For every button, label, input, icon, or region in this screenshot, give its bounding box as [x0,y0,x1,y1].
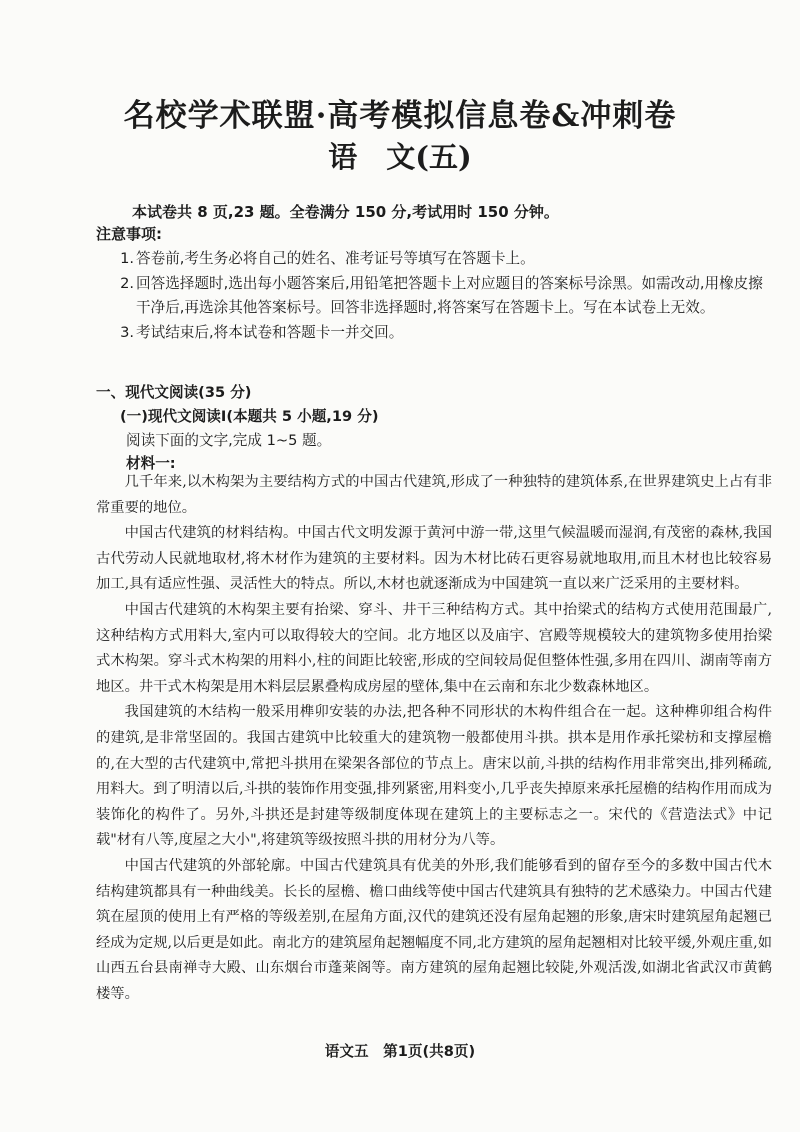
passage-paragraph: 我国建筑的木结构一般采用榫卯安装的办法,把各种不同形状的木构件组合在一起。这种榫卯组合构件的建筑,是非常坚固的。我国古建筑中比较重大的建筑物一般都使用斗拱。拱本是用作承托梁枋和支撑屋檐的,在大型的古代建筑中,常把斗拱用在梁架各部位的节点上。唐宋以前,斗拱的结构作用非常突出,排列稀疏,用料大。到了明清以后,斗拱的装饰作用变强,排列紧密,用料变小,几乎丧失掉原来承托屋檐的结构作用而成为装饰化的构件了。另外,斗拱还是封建等级制度体现在建筑上的主要标志之一。宋代的《营造法式》中记载"材有八等,度屋之大小",将建筑等级按照斗拱的用材分为八等。 [96,704,772,849]
material-label: 材料一: [126,455,176,472]
note-number: 2. [120,274,134,292]
note-item [96,272,776,321]
exam-summary: 本试卷共 8 页,23 题。全卷满分 150 分,考试用时 150 分钟。 [132,203,559,221]
note-number: 1. [120,250,134,267]
notes-list [96,247,776,345]
passage-paragraph: 中国古代建筑的木构架主要有抬梁、穿斗、井干三种结构方式。其中抬梁式的结构方式使用范围最广,这种结构方式用料大,室内可以取得较大的空间。北方地区以及庙宇、宫殿等规模较大的建筑物多使用抬梁式木构架。穿斗式木构架的用料小,柱的间距比较密,形成的空间较局促但整体性强,多用在四川、湖南等南方地区。井干式木构架是用木料层层累叠构成房屋的壁体,集中在云南和东北少数森林地区。 [96,601,772,695]
note-text: 回答选择题时,选出每小题答案后,用铅笔把答题卡上对应题目的答案标号涂黑。如需改动,用橡皮擦干净后,再选涂其他答案标号。回答非选择题时,将答案写在答题卡上。写在本试卷上无效。 [136,274,763,316]
reading-instruction: 阅读下面的文字,完成 1~5 题。 [126,432,332,449]
note-item [96,247,776,272]
exam-subtitle: 语 文(五) [328,140,472,174]
subsection-heading: (一)现代文阅读Ⅰ(本题共 5 小题,19 分) [120,408,379,425]
passage-paragraph: 中国古代建筑的材料结构。中国古代文明发源于黄河中游一带,这里气候温暖而湿润,有茂密的森林,我国古代劳动人民就地取材,将木材作为建筑的主要材料。因为木材比砖石更容易就地取用,而且木材也比较容易加工,具有适应性强、灵活性大的特点。所以,木材也就逐渐成为中国建筑一直以来广泛采用的主要材料。 [96,525,772,593]
note-number: 3. [120,323,134,341]
notes-heading: 注意事项: [96,225,162,243]
exam-title: 名校学术联盟·高考模拟信息卷&冲刺卷 [123,98,677,134]
note-text: 考试结束后,将本试卷和答题卡一并交回。 [136,323,404,341]
reading-passage [96,470,772,1007]
passage-paragraph: 几千年来,以木构架为主要结构方式的中国古代建筑,形成了一种独特的建筑体系,在世界建筑史上占有非常重要的地位。 [96,474,772,516]
passage-paragraph: 中国古代建筑的外部轮廓。中国古代建筑具有优美的外形,我们能够看到的留存至今的多数中国古代木结构建筑都具有一种曲线美。长长的屋檐、檐口曲线等使中国古代建筑具有独特的艺术感染力。中国古代建筑在屋顶的使用上有严格的等级差别,在屋角方面,汉代的建筑还没有屋角起翘的形象,唐宋时建筑屋角起翘已经成为定规,以后更是如此。南北方的建筑屋角起翘幅度不同,北方建筑的屋角起翘相对比较平缓,外观庄重,如山西五台县南禅寺大殿、山东烟台市蓬莱阁等。南方建筑的屋角起翘比较陡,外观活泼,如湖北省武汉市黄鹤楼等。 [96,857,772,1002]
page-footer: 语文五 第1页(共8页) [324,1043,476,1060]
note-item [96,321,776,346]
section-heading: 一、现代文阅读(35 分) [96,384,252,401]
note-text: 答卷前,考生务必将自己的姓名、准考证号等填写在答题卡上。 [136,250,535,267]
